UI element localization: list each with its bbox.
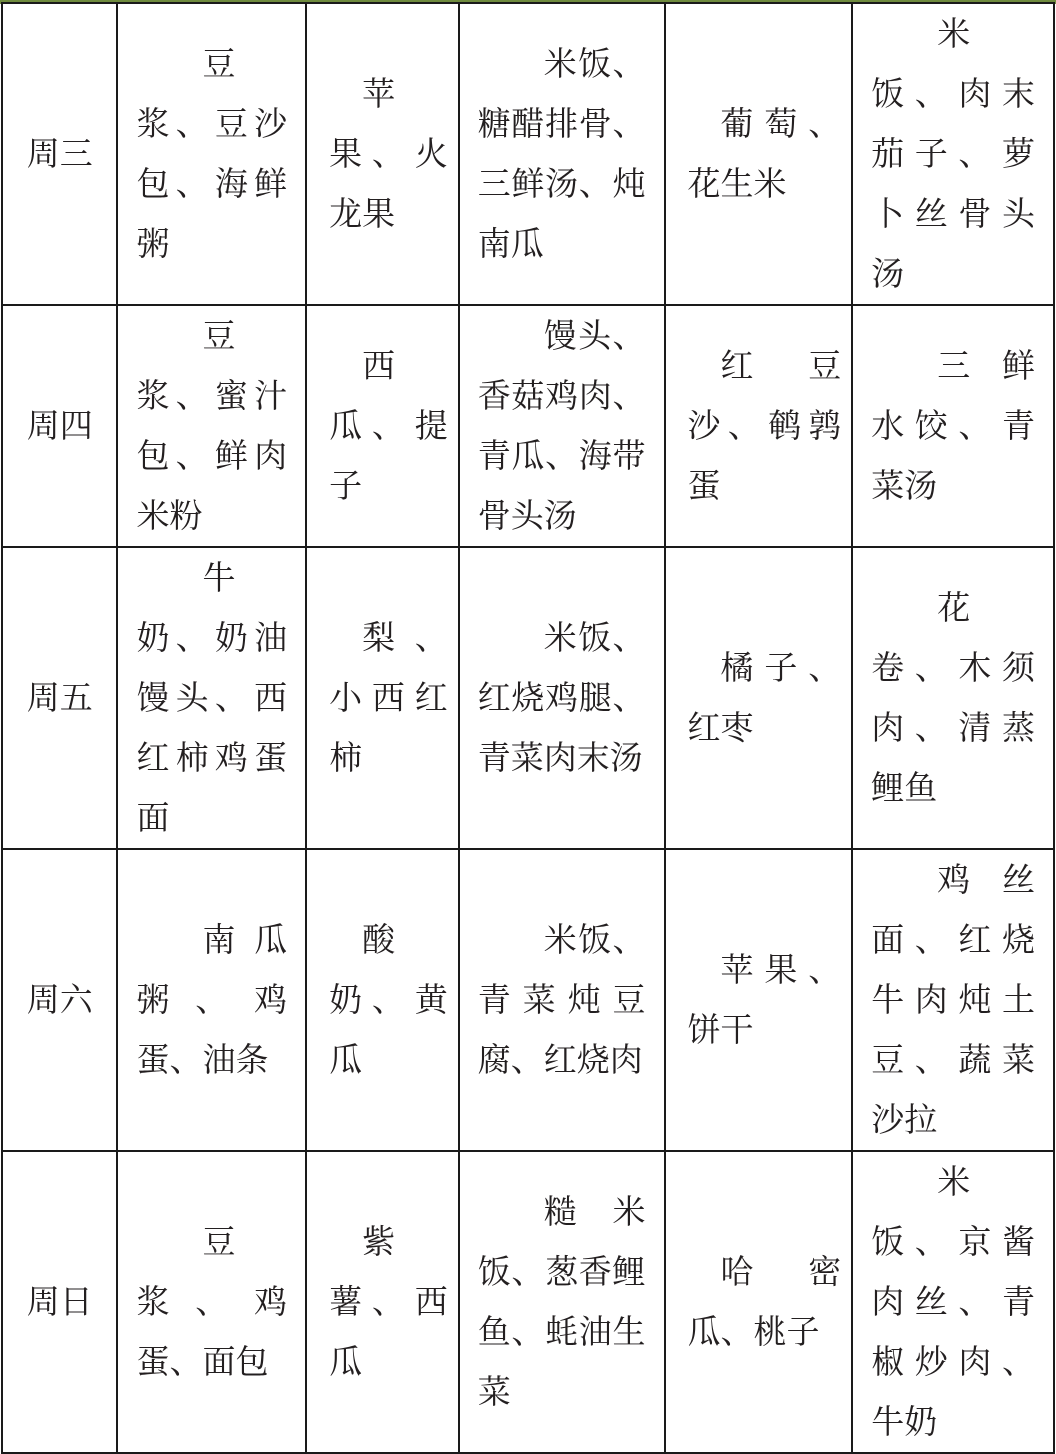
breakfast-cell — [117, 547, 306, 849]
morning-snack-cell — [306, 305, 459, 547]
dinner-text: 鸡丝面、红烧牛肉炖土豆、蔬菜沙拉 — [871, 860, 1035, 1139]
afternoon-snack-text: 苹果、饼干 — [687, 950, 842, 1049]
day-cell: 周六 — [2, 849, 117, 1151]
morning-snack-text: 紫薯、西瓜 — [329, 1222, 448, 1381]
dinner-text: 米饭、肉末茄子、萝卜丝骨头汤 — [871, 14, 1035, 293]
morning-snack-text: 苹果、火龙果 — [329, 74, 448, 233]
breakfast-cell — [117, 3, 306, 305]
lunch-cell — [459, 547, 665, 849]
dinner-cell — [852, 305, 1054, 547]
morning-snack-text: 酸奶、黄瓜 — [329, 920, 448, 1079]
morning-snack-cell — [306, 849, 459, 1151]
morning-snack-text: 西瓜、提子 — [329, 346, 448, 505]
lunch-cell — [459, 849, 665, 1151]
morning-snack-cell — [306, 1151, 459, 1453]
breakfast-text: 豆浆、蜜汁包、鲜肉米粉 — [136, 316, 288, 535]
lunch-cell — [459, 305, 665, 547]
afternoon-snack-cell — [665, 1151, 853, 1453]
dinner-cell — [852, 547, 1054, 849]
lunch-text: 馒头、香菇鸡肉、青瓜、海带骨头汤 — [477, 316, 646, 535]
table-row — [2, 547, 1054, 849]
dinner-text: 花卷、木须肉、清蒸鲤鱼 — [871, 588, 1035, 807]
dinner-cell — [852, 849, 1054, 1151]
lunch-cell — [459, 3, 665, 305]
day-cell: 周日 — [2, 1151, 117, 1453]
dinner-text: 三鲜水饺、青菜汤 — [871, 346, 1035, 505]
afternoon-snack-cell — [665, 3, 853, 305]
weekly-meal-table — [1, 2, 1055, 1454]
dinner-text: 米饭、京酱肉丝、青椒炒肉、牛奶 — [871, 1162, 1035, 1441]
dinner-cell — [852, 1151, 1054, 1453]
breakfast-cell — [117, 305, 306, 547]
table-row — [2, 1151, 1054, 1453]
afternoon-snack-cell — [665, 547, 853, 849]
breakfast-text: 牛奶、奶油馒头、西红柿鸡蛋面 — [136, 558, 288, 837]
lunch-text: 米饭、青菜炖豆腐、红烧肉 — [477, 920, 646, 1079]
afternoon-snack-cell — [665, 849, 853, 1151]
table-row — [2, 305, 1054, 547]
lunch-text: 米饭、糖醋排骨、三鲜汤、炖南瓜 — [477, 44, 646, 263]
breakfast-cell — [117, 1151, 306, 1453]
afternoon-snack-cell — [665, 305, 853, 547]
day-cell: 周三 — [2, 3, 117, 305]
lunch-text: 米饭、红烧鸡腿、青菜肉末汤 — [477, 618, 646, 777]
day-cell: 周四 — [2, 305, 117, 547]
afternoon-snack-text: 葡萄、花生米 — [687, 104, 842, 203]
morning-snack-cell — [306, 547, 459, 849]
lunch-text: 糙米饭、葱香鲤鱼、蚝油生菜 — [477, 1192, 646, 1411]
morning-snack-cell — [306, 3, 459, 305]
afternoon-snack-text: 橘子、红枣 — [687, 648, 842, 747]
breakfast-text: 豆浆、鸡蛋、面包 — [136, 1222, 288, 1381]
afternoon-snack-text: 红豆沙、鹌鹑蛋 — [687, 346, 842, 505]
breakfast-text: 豆浆、豆沙包、海鲜粥 — [136, 44, 288, 263]
table-row — [2, 849, 1054, 1151]
afternoon-snack-text: 哈密瓜、桃子 — [687, 1252, 842, 1351]
breakfast-cell — [117, 849, 306, 1151]
table-row — [2, 3, 1054, 305]
day-cell: 周五 — [2, 547, 117, 849]
lunch-cell — [459, 1151, 665, 1453]
dinner-cell — [852, 3, 1054, 305]
morning-snack-text: 梨、小西红柿 — [329, 618, 448, 777]
breakfast-text: 南瓜粥、鸡蛋、油条 — [136, 920, 288, 1079]
